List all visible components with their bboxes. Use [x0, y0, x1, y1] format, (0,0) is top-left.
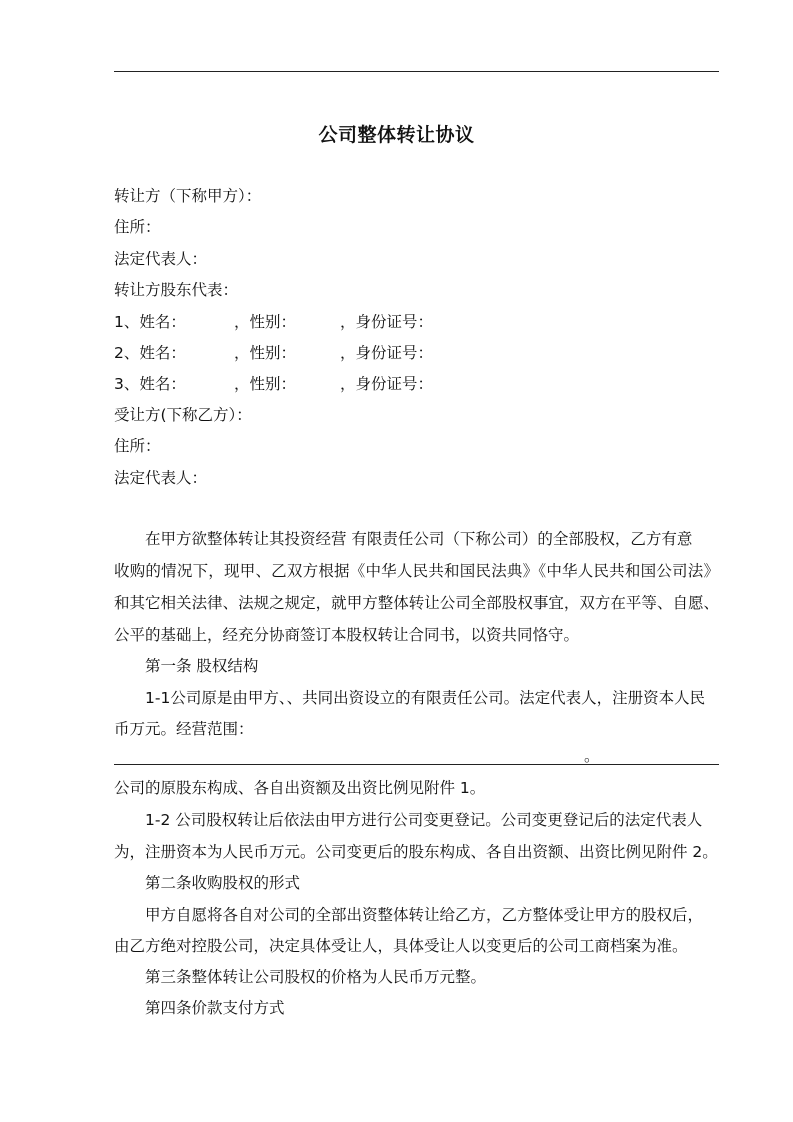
article1-paragraph: 1-1公司原是由甲方、、共同出资设立的有限责任公司。法定代表人，注册资本人民: [145, 689, 706, 707]
shareholder-row: [114, 343, 433, 363]
transferor-address: 住所：: [114, 218, 161, 236]
preamble-line: 和其它相关法律、法规之规定，就甲方整体转让公司全部股权事宜，双方在平等、自愿、: [114, 594, 719, 612]
transferee-line: 受让方(下称乙方）：: [114, 406, 252, 424]
header-rule: [114, 71, 719, 72]
fill-line-period: 。: [584, 747, 600, 765]
transferor-line: 转让方（下称甲方）：: [114, 187, 262, 205]
article4-heading: 第四条价款支付方式: [145, 999, 285, 1017]
article2-heading: 第二条收购股权的形式: [145, 874, 301, 892]
transferor-rep: 法定代表人：: [114, 250, 208, 268]
transferee-address: 住所：: [114, 437, 161, 455]
shareholder-rep: 转让方股东代表：: [114, 281, 239, 299]
preamble-line: 公平的基础上，经充分协商签订本股权转让合同书，以资共同恪守。: [114, 626, 580, 644]
shareholder-name: 2、姓名：: [114, 344, 186, 362]
document-title: 公司整体转让协议: [318, 124, 475, 146]
article3-line: 第三条整体转让公司股权的价格为人民币万元整。: [145, 968, 487, 986]
article2-paragraph: 由乙方绝对控股公司，决定具体受让人，具体受让人以变更后的公司工商档案为准。: [114, 937, 688, 955]
shareholder-gender: ，性别：: [234, 313, 297, 331]
fill-in-rule: [114, 764, 719, 765]
article1-heading: 第一条 股权结构: [145, 657, 259, 675]
shareholder-row: [114, 312, 433, 332]
transferee-rep: 法定代表人：: [114, 469, 208, 487]
article1-paragraph: 为，注册资本为人民币万元。公司变更后的股东构成、各自出资额、出资比例见附件 2。: [114, 843, 718, 861]
shareholder-id: ，身份证号：: [340, 344, 434, 362]
shareholder-row: [114, 374, 433, 394]
article1-paragraph: 公司的原股东构成、各自出资额及出资比例见附件 1。: [114, 779, 486, 797]
shareholder-name: 1、姓名：: [114, 313, 186, 331]
article2-paragraph: 甲方自愿将各自对公司的全部出资整体转让给乙方，乙方整体受让甲方的股权后，: [145, 906, 704, 924]
shareholder-id: ，身份证号：: [340, 313, 434, 331]
shareholder-gender: ，性别：: [234, 344, 297, 362]
article1-paragraph: 1-2 公司股权转让后依法由甲方进行公司变更登记。公司变更登记后的法定代表人: [145, 811, 703, 829]
article1-paragraph: 币万元。经营范围：: [114, 720, 254, 738]
preamble-line: 收购的情况下，现甲、乙双方根据《中华人民共和国民法典》《中华人民共和国公司法》: [114, 562, 719, 580]
preamble-line: 在甲方欲整体转让其投资经营 有限责任公司（下称公司）的全部股权，乙方有意: [145, 530, 693, 548]
shareholder-gender: ，性别：: [234, 375, 297, 393]
shareholder-id: ，身份证号：: [340, 375, 434, 393]
shareholder-name: 3、姓名：: [114, 375, 186, 393]
